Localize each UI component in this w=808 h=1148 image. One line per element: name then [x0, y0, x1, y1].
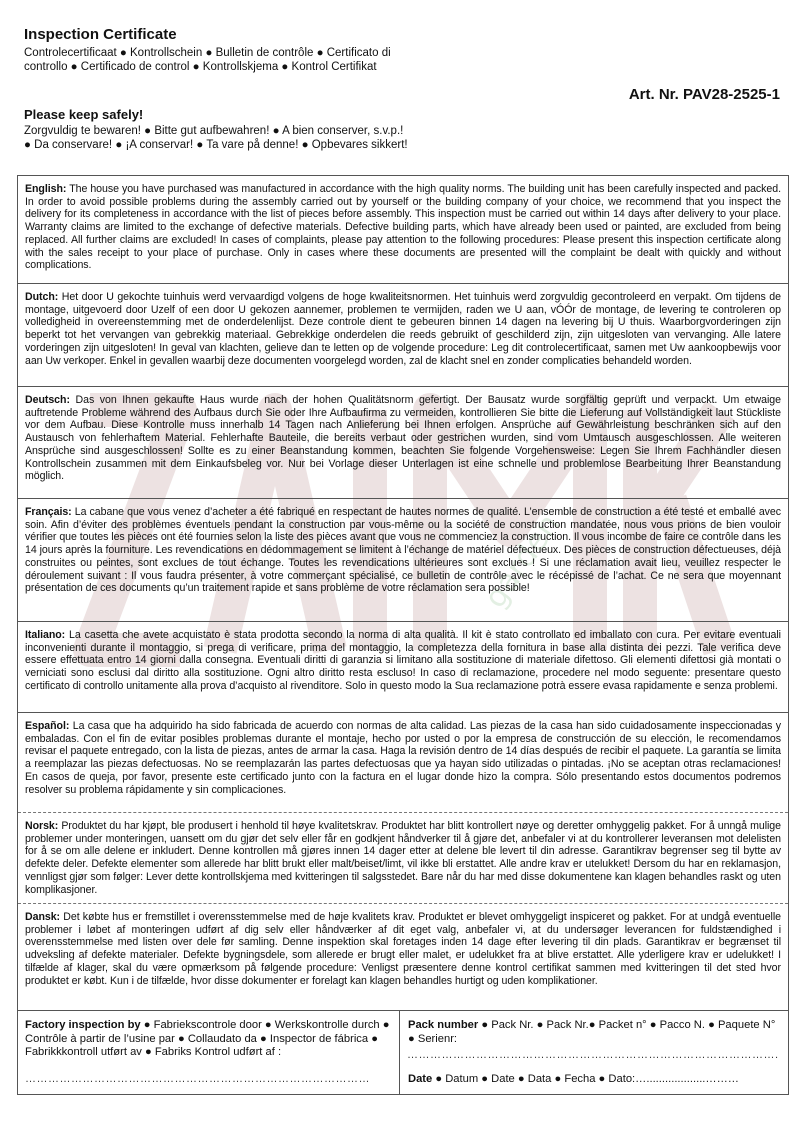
language-sections-box	[17, 175, 789, 1011]
section-text: Het door U gekochte tuinhuis werd vervaardigd volgens de hoge kwaliteitsnormen. Het tuinhuis werd zorgvuldig gecontroleerd en verpakt. Om tijdens de montage, uitgevoerd door Uzelf of een door U gekozen aannemer, problemen te vermijden, raden we U aan, vÓÓr de montage, de levering te controleren op volledigheid in overeenstemming met de onderdelenlijst. Deze controle dient te gebeuren binnen 14 dagen na levering bij U thuis. Waarborgvorderingen zijn beperkt tot het vervangen van gebrekkig materiaal. Gebrekkige onderdelen die reeds gebruikt of geschilderd zijn, zijn uitgesloten van vervanging. Alle latere vorderingen zijn uitgesloten! In geval van klachten, gelieve dan te letten op de volgende procedure: Leg dit controlecertificaat, samen met Uw aankoopbewijs voor aan Uw verkoper. Enkel in gevallen waarbij deze documenten voorgelegd worden, zal de klacht snel en zonder complicaties behandeld worden.	[25, 291, 781, 367]
keep-safely-text: Zorgvuldig te bewaren! ● Bitte gut aufbewahren! ● A bien conserver, s.v.p.! ● Da conservare! ● ¡A conservar! ● Ta vare på denne! ● Opbevares sikkert!	[24, 125, 408, 151]
section-text: La casetta che avete acquistato è stata prodotta secondo la norma di alta qualità. Il kit è stato controllato ed imballato con cura. Per evitare eventuali inconvenienti durante il montaggio, si prega di verificare, prima del montaggio, la completezza della fornitura in base alla distinta dei pezzi. Tale verifica deve essere effettuata entro 14 giorni dalla consegna. Eventuali diritti di garanzia si limitano alla sostituzione di materiale difettoso. Gli elementi difettosi già montati o verniciati sono esclusi dal diritto alla sostituzione. Ogni altro diritto resta escluso! In caso di reclamazione, procedere nel modo seguente: presentare questo certificato di controllo unitamente alla prova d’acquisto al rivenditore. Solo in questo modo la Sua reclamazione potrà essere evasa rapidamente e senza problemi.	[25, 629, 781, 692]
section-english	[18, 176, 788, 290]
section-dansk	[18, 903, 788, 1020]
pack-date-fields	[400, 1011, 788, 1094]
certificate-subtitle: Controlecertificaat ● Kontrollschein ● Bulletin de contrôle ● Certificato di controllo ● Certificado de control ● Kontrollskjema ● Kontrol Certifikat	[24, 47, 391, 73]
section-deutsch	[18, 386, 788, 506]
keep-safely-title: Please keep safely!	[24, 107, 144, 122]
article-number: Art. Nr. PAV28-2525-1	[628, 86, 780, 103]
section-lang-label: Italiano:	[25, 629, 66, 641]
section-text: The house you have purchased was manufactured in accordance with the high quality norms. The building unit has been carefully inspected and packed. In order to avoid possible problems during the assembly carried out by yourself or the building company of your choice, we recommend that you inspect the delivery for its completeness in accordance with the list of pieces before assembly. This inspection must be carried out within 14 days after delivery to your place. Warranty claims are limited to the exchange of defective materials. Defective building parts, which have already been used or painted, are excluded from being replaced. All further claims are excluded! In cases of complaints, please pay attention to the following procedures: Please present this inspection certificate along with the sales receipt to your place of purchase. Only in cases where these documents are presented will the complaint be dealt with quickly and without complications.	[25, 183, 781, 272]
pack-number-field[interactable]	[408, 1019, 780, 1046]
header	[24, 26, 419, 74]
section-lang-label: Dutch:	[25, 291, 59, 303]
section-text: Det købte hus er fremstillet i overensstemmelse med de høje kvalitets krav. Produktet er blevet omhyggeligt inspiceret og pakket. For at undgå eventuelle problemer i løbet af monteringen udført af dig selv eller håndværker af dit eget valg, anbefaler vi, at du undersøger leverancen for fuldstændighed i overensstemmelse med listen over dele før samling. Denne inspektion skal foretages inden 14 dage efter levering til din plads. Garantikrav er begrænset til udveksling af defekte materialer. Defekte bygningsdele, som allerede er brugt eller malet, er udelukket fra at blive erstattet. Alle yderligere krav er udelukket! I tilfælde af klager, skal du være opmærksom på følgende procedure: Venligst præsentere denne kontrol certifikat sammen med kvitteringen til det sted hvor produktet er købt. Kun i de tilfælde, hvor disse dokumenter er forelagt kan klagen behandles hurtigt og uden komplikationer.	[25, 911, 781, 987]
factory-inspection-dotted-line[interactable]: ………………………………………………………………………………	[25, 1073, 370, 1085]
factory-inspection-text: ● Fabriekscontrole door ● Werkskontrolle durch ● Contrôle à partir de l’usine par ● Collaudato da ● Inspector de fábrica ● Fabrikkkontroll utført av ● Fabriks Kontrol udført af :	[25, 1019, 390, 1058]
section-text: La casa que ha adquirido ha sido fabricada de acuerdo con normas de alta calidad. Las piezas de la casa han sido cuidadosamente inspeccionadas y embaladas. Con el fin de evitar posibles problemas durante el montaje, hecho por usted o por la empresa de construcción de su elección, le recomendamos revisar el paquete entregado, con la lista de piezas, antes de armar la casa. Haga la revisión dentro de 14 días después de recibir el paquete. La garantía se limita a reemplazar las piezas defectuosas. No se reemplazarán las partes defectuosas que ya hayan sido utilizadas o pintadas. ¡No se aceptan otras reclamaciones! En casos de queja, por favor, presente este certificado junto con la factura en el lugar donde hizo la compra. Sólo presentando estos documentos podremos resolver su problema rápidamente y sin complicaciones.	[25, 720, 781, 796]
factory-inspection-field[interactable]	[18, 1011, 400, 1094]
section-text: Produktet du har kjøpt, ble produsert i henhold til høye kvalitetskrav. Produktet har blitt kontrollert nøye og deretter omhyggelig pakket. For å unngå mulige problemer under monteringen, uansett om du gjør det selv eller får en godkjent håndverker til å gjøre det, anbefaler vi at du kontrollerer leveransen mot delelisten for å se om alle delene er inkludert. Denne kontrollen må gjøres innen 14 dager etter at delene ble levert til din adresse. Garantikrav begrenser seg til bytte av defekte deler. Defekte elementer som allerede har blitt brukt eller malt/beiset/limt, vil ikke bli erstattet. Alle andre krav er utelukket! Dersom du har en reklamasjon, vennligst gjør som følger: Lever dette kontrollskjema med kvitteringen til salgsstedet. Bare når du har med disse dokumentene kan klagen behandles raskt og uten komplikasjoner.	[25, 820, 781, 896]
svg-text:garden: garden	[477, 507, 568, 615]
section-italiano	[18, 621, 788, 720]
section-lang-label: Norsk:	[25, 820, 59, 832]
date-text: ● Datum ● Date ● Data ● Fecha ● Dato:…...................………	[432, 1073, 739, 1085]
factory-inspection-label: Factory inspection by	[25, 1019, 141, 1031]
pack-number-text: ● Pack Nr. ● Pack Nr.● Packet n° ● Pacco N. ● Paquete N° ● Serienr:	[408, 1019, 776, 1045]
section-lang-label: Español:	[25, 720, 70, 732]
footer-fields	[17, 1011, 789, 1095]
section-lang-label: English:	[25, 183, 67, 195]
date-label: Date	[408, 1073, 433, 1085]
date-field[interactable]	[408, 1073, 739, 1087]
section-lang-label: Français:	[25, 506, 72, 518]
section-lang-label: Deutsch:	[25, 394, 70, 406]
section-espanol	[18, 712, 788, 820]
keep-safely-block	[24, 107, 409, 152]
pack-number-dotted-line[interactable]: …………………………………………………………………………………….	[407, 1049, 779, 1061]
certificate-title: Inspection Certificate	[24, 26, 177, 43]
section-lang-label: Dansk:	[25, 911, 61, 923]
section-francais	[18, 498, 788, 629]
section-norsk	[18, 812, 788, 911]
pack-number-label: Pack number	[408, 1019, 479, 1031]
section-dutch	[18, 283, 788, 394]
section-text: La cabane que vous venez d’acheter a été fabriqué en respectant de hautes normes de qualité. L’ensemble de construction a été testé et emballé avec soin. Afin d’éviter des problèmes éventuels pendant la construction par vous-même ou la société de construction mandatée, nous vous prions de bien vouloir vérifier que toutes les pièces ont été fournies selon la liste des pièces avant que vous ne commenciez la construction. Il vous incombe de faire ce contrôle dans les 14 jours après la fourniture. Les revendications en dédommagement se limitent à l’échange de matériel défectueux. Des pièces de construction défectueuses, déjà construites ou peintes, sont exclues de tout échange. Toutes les revendications ultérieures sont exclues ! Si une réclamation avait lieu, veuillez respecter le déroulement suivant : Il vous faudra présenter, à votre commerçant spécialisé, ce bulletin de contrôle avec le récépissé de l’achat. Ce ne sera que moyennant présentation de ces documents qu’un traitement rapide et sans problème de votre réclamation sera possible!	[25, 506, 781, 595]
section-text: Das von Ihnen gekaufte Haus wurde nach der hohen Qualitätsnorm gefertigt. Der Bausatz wurde sorgfältig geprüft und verpackt. Um etwaige auftretende Probleme während des Aufbaus durch Sie oder Ihre Aufbaufirma zu vermeiden, kontrollieren Sie bitte die Lieferung auf Vollständigkeit laut Stückliste vor dem Aufbau. Diese Kontrolle muss innerhalb 14 Tagen nach Anlieferung bei Ihnen erfolgen. Ansprüche auf Gewährleistung beschränken sich auf den Austausch von fehlerhaftem Material. Fehlerhafte Bauteile, die bereits verbaut oder gestrichen wurden, sind vom Umtausch ausgeschlossen. Alle weiteren Ansprüche sind ausgeschlossen! Sollte es zu einer Beanstandung kommen, beachten Sie folgende Vorgehensweise: Legen Sie Ihrem Fachhändler diesen Kontrollschein zusammen mit dem Einkaufsbeleg vor. Nur bei Vorlage dieser Unterlagen ist eine schnelle und problemlose Bearbeitung Ihrer Beanstandung möglich.	[25, 394, 781, 483]
